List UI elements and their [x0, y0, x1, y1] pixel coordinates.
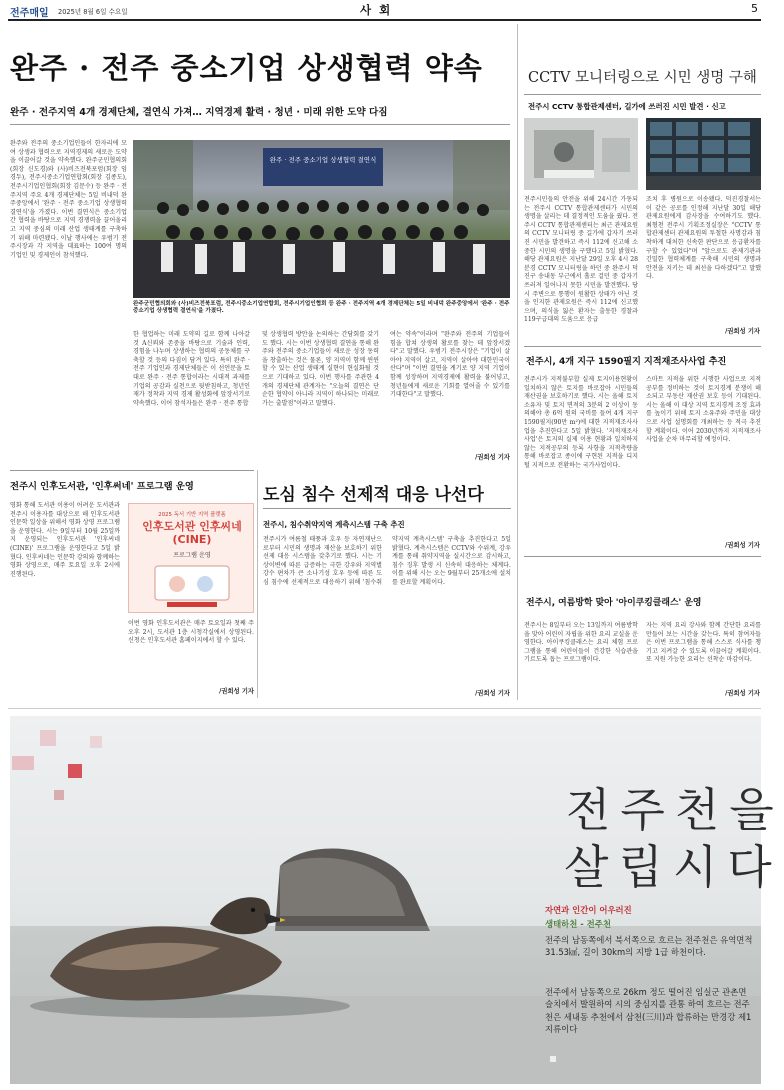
column-divider-bottom [257, 470, 258, 698]
library-poster [128, 503, 254, 613]
ad-tagline-1: 자연과 인간이 어우러진 [545, 905, 632, 915]
cctv-monitor-photo [646, 118, 761, 190]
flood-body: 전주시가 여름철 태풍과 호우 등 자연재난으로부터 시민의 생명과 재산을 보호하기 위한 선제 대응 시스템을 갖추기로 했다. 시는 기상이변에 따른 급증하는 극한 강우와 지역별 강수 편차가 큰 소나기성 호우 등에 따른 도심 침수에 선제적으로 대응하기 위해 '침수취약지역 계측시스템' 구축을 추진한다고 5일 밝혔다. 계측시스템은 CCTV와 수위계, 강우계를 통해 취약지역을 실시간으로 감시하고, 침수 징후 발생 시 신속히 대응하는 체계다. 이를 위해 시는 오는 9월부터 25개소에 설치를 완료할 계획이다. [263, 536, 511, 586]
lead-byline: /권희성 기자 [475, 454, 510, 461]
flood-subtitle: 전주시, 침수취약지역 계측시스템 구축 추진 [263, 520, 405, 529]
ad-top-rule [8, 708, 761, 709]
cooking-byline: /권희성 기자 [725, 690, 760, 697]
masthead-date: 2025년 8월 6일 수요일 [58, 8, 128, 16]
survey-body-col1: 전주시가 지적불부합 실제 토지이용현황이 일치하지 않은 토지를 바로잡아 시민들의 재산권을 보호하기로 했다. 시는 올해 토지소유자 및 토지 면적의 3분의 2 이상이 동의해야 총 6억 원의 국비를 들여 4개 지구 1590필지(90만 m²)에 대한 지적재조사사업을 추진한다고 5일 밝혔다. '지적재조사사업'은 토지의 실제 이용 현황과 일치하지 않는 지적공부의 등록 사항을 지적측량을 통해 바로잡고 종이에 구현된 지적을 디지털 지적으로 전환하는 국가사업이다. [524, 376, 638, 469]
library-poster-top: 2025 독서 기반 지역 플랫폼 [158, 512, 226, 518]
ad-desc-1: 전주의 남동쪽에서 북서쪽으로 흐르는 전주천은 유역면적 31.53㎢, 길이 30km의 지방 1급 하천이다. [545, 935, 753, 958]
ad-banner [10, 716, 784, 1084]
column-divider-main [517, 24, 518, 700]
library-poster-title: 인후도서관 인후씨네(CINE) [142, 520, 242, 546]
cctv-body-main: 전주시민들의 안전을 위해 24시간 가동되는 전주시 CCTV 통합관제센터가 시민의 생명을 살리는 데 결정적인 도움을 줬다. 전주시 CCTV 통합관제센터는 최근 관제요원의 CCTV 모니터링 중 길가에 갑자기 쓰러진 시민을 발견하고 즉시 112에 신고해 소중한 시민의 생명을 구했다고 5일 밝혔다. 해당 관제요원은 지난달 29일 오후 4시 28분경 CCTV 모니터링을 하던 중 완주시 덕진구 송내동 부근에서 홀로 걸던 중 갑자기 쓰러져 일어나지 못한 시민을 발견했다. 당시 주변으로 통행이 원활한 상태가 아닌 것을 인지한 관제요원은 즉시 112에 신고했으며, 의식을 잃은 환자는 출동한 경찰과 119구급대의 도움으로 응급 [524, 196, 638, 324]
lead-title: 완주 · 전주 중소기업 상생협력 약속 [10, 51, 483, 85]
lead-body-col4: 여는 약속"이라며 "완주와 전주의 기업들이 힘을 합쳐 상생의 활로를 찾는 데 앞장서겠다"고 말했다. 우범기 전주시장은 "기업이 살아야 지역이 살고, 지역이 살아야 대한민국이 산다"며 "이번 결연을 계기로 양 지역 기업이 함께 성장하며 지역경제에 활력을 불어넣고, 청년들에게 새로운 기회를 열어줄 수 있기를 기대한다"고 말했다. [390, 331, 510, 399]
cctv-title-rule [524, 94, 761, 95]
library-body-col2: 이번 영화 인후도서관은 매주 토요일과 첫째 주 오후 2시, 도서관 1층 시청각실에서 상영된다. 신청은 인후도서관 홈페이지에서 할 수 있다. [128, 620, 254, 645]
cooking-title: 전주시, 여름방학 맞아 '아이쿠킹클래스' 운영 [526, 598, 702, 608]
cooking-body-col1: 전주시는 8일부터 오는 13일까지 여름방학을 맞아 어린이 자립을 위한 요리 교실을 운영한다. 아이쿠킹클래스는 요리 체험 프로그램을 통해 어린이들이 건강한 식습관을 기르도록 돕는 프로그램이다. [524, 622, 638, 664]
survey-top-rule [524, 346, 761, 347]
masthead-paper: 전주매일 [10, 8, 49, 19]
library-body-col1: 영화 통해 도서관 이용이 어려운 도서관과 전주시 이용자를 대상으로 해 인후도서관 인문학 일상을 위해서 영화 상영 프로그램을 운영한다. 시는 9일부터 10월 25일까지 운영되는 인후도서관 '인후씨네(CINE)' 프로그램을 운영한다고 5일 밝혔다. 인후씨네는 인문학 강의와 함께하는 영화 상영으로, 매주 토요일 오후 2시에 진행된다. [10, 502, 120, 578]
library-poster-sub: 프로그램 운영 [173, 552, 211, 559]
lead-body-col1: 완주와 전주의 중소기업인들이 한자리에 모여 상생과 협력으로 지역경제의 새로운 도약을 이끌어갈 것을 약속했다. 완주군민협의회(회장 신도경)와 (사)비즈전북포럼(회장 임경두), 전주시중소기업연합회(회장 김종도), 전주시기업인협회(회장 김문수) 등 완주 · 전주지역 주요 4개 경제단체는 5일 비내덕 완주중앙에서 '완주 · 전주 중소기업 상생협력 결연식'을 가졌다. 이번 결연식은 중소기업 간 협력을 바탕으로 지역 경쟁력을 끌어올리고 지역 중심의 미래 산업 생태계를 구축하기 위해 마련됐다. 이날 행사에는 우범기 전주시장과 각 지역을 대표하는 100여 명의 기업인 및 경제인이 참석했다. [10, 140, 127, 259]
masthead-section: 사 회 [360, 3, 393, 17]
ad-tagline-2: 생태하천 - 전주천 [545, 919, 611, 929]
lead-photo-caption: 완주군민협의회와 (사)비즈전북포럼, 전주시중소기업연합회, 전주시기업인협회 등 완주 · 전주지역 4개 경제단체는 5일 비내덕 완주중앙에서 '완주 · 전주 중소기업 상생협력 결연식'을 가졌다. [133, 301, 510, 315]
lead-sub-rule [10, 124, 510, 125]
svg-text:완주 · 전주 중소기업 상생협력 결연식: 완주 · 전주 중소기업 상생협력 결연식 [269, 156, 377, 164]
page-number: 5 [751, 2, 758, 15]
lead-photo [133, 140, 510, 298]
survey-title: 전주시, 4개 지구 1590필지 지적재조사사업 추진 [526, 357, 727, 367]
cctv-byline: /권희성 기자 [725, 328, 760, 335]
cctv-title: CCTV 모니터링으로 시민 생명 구해 [528, 70, 757, 86]
cooking-body-col2: 자는 지역 요리 강사와 함께 간단한 요리를 만들어 보는 시간을 갖는다. 특히 참여자들은 이번 프로그램을 통해 스스로 식사를 챙기고 지켜갈 수 있도록 이끌어갈 계획이다. 또 지원 가능한 요리는 선착순 마감이다. [646, 622, 761, 664]
lead-body-col2: 한 협업하는 미래 도약의 길로 함께 나아갈 것 A신뢰와 존중을 바탕으로 기술과 인력, 경험을 나누며 상생하는 협력의 공동체를 구축할 것 등의 다짐이 담겨 있다. 특히 완주 · 전주 기업인과 경제단체들은 이 선언문을 토대로 완주 · 전주 통합이라는 시대적 과제를 기업의 공감과 실천으로 뒷받침하고, 청년인재가 정착과 지역 경제 활성화에 앞장서기로 약속했다. 이어 참석자들은 완주 · 전주 통합 [133, 331, 250, 407]
library-byline: /권희성 기자 [219, 688, 254, 695]
ad-slogan-line1: 전주천을 [566, 783, 784, 837]
library-title: 전주시 인후도서관, '인후써네' 프로그램 운영 [10, 481, 194, 492]
ad-slogan-line2: 살립시다 [564, 840, 782, 894]
cctv-photo [524, 118, 638, 190]
flood-title-rule [263, 508, 511, 509]
cctv-subtitle: 전주시 CCTV 통합관제센터, 길가에 쓰러진 시민 발견 · 신고 [528, 102, 726, 111]
library-top-rule [10, 470, 254, 471]
lead-body-col3: 및 상생협력 방안을 논의하는 간담회를 갖기도 했다. 시는 이번 상생협력 결연을 통해 완주와 전주의 중소기업들이 새로운 성장 동력을 창출하는 것은 물론, 양 지역이 함께 윈윈할 수 있는 산업 생태계 실현이 현실화될 것으로 기대하고 있다. 이번 행사를 주관한 4개의 경제단체 관계자는 "오늘의 결연은 단순한 협약이 아니라 지역이 하나되는 미래로 가는 출발점"이라고 말했다. [262, 331, 379, 407]
cooking-top-rule [524, 556, 761, 557]
flood-byline: /권희성 기자 [475, 690, 510, 697]
survey-body-col2: 스마트 지적을 위한 시행한 사업으로 지적공부를 정비하는 것이 토지경계 분쟁이 해소되고 부동산 재산권 보호 등이 기대된다. 시는 올해 이 대상 지역 토지경계 조정 효과를 높이기 위해 토지 소유주와 주민을 대상으로 사업 설명회를 개최하는 등 적극 추진할 계획이다. 이어 2030년까지 지적재조사사업을 순차 마무리할 예정이다. [646, 376, 761, 444]
cctv-body-col2: 조치 후 병원으로 이송됐다. 덕진경찰서는 이 같은 공로를 인정해 지난달 30일 해당 관제요원에게 감사장을 수여하기도 했다. 최형천 전주시 기획조정실장은 "CCTV 통합관제센터 관제요원의 투철한 사명감과 침착하게 대처한 신속한 판단으로 응급환자를 구할 수 있었다"며 "앞으로도 관제기관과 긴밀한 협력체계를 구축해 시민의 생명과 안전을 지키는 데 최선을 다하겠다"고 말했다. [646, 196, 761, 281]
ad-desc-2: 전주에서 남동쪽으로 26km 정도 떨어진 임실군 관촌면 슬치에서 발원하여 시의 중심지를 관통 하여 흐르는 전주천은 세내동 추천에서 삼천(三川)과 합류하는 만경강 제1지류이다 [545, 987, 752, 1035]
lead-subtitle: 완주 · 전주지역 4개 경제단체, 결연식 가져… 지역경제 활력 · 청년 · 미래 위한 도약 다짐 [10, 107, 388, 118]
masthead-rule [8, 19, 761, 21]
survey-byline: /권희성 기자 [725, 542, 760, 549]
flood-title: 도심 침수 선제적 대응 나선다 [263, 485, 484, 505]
